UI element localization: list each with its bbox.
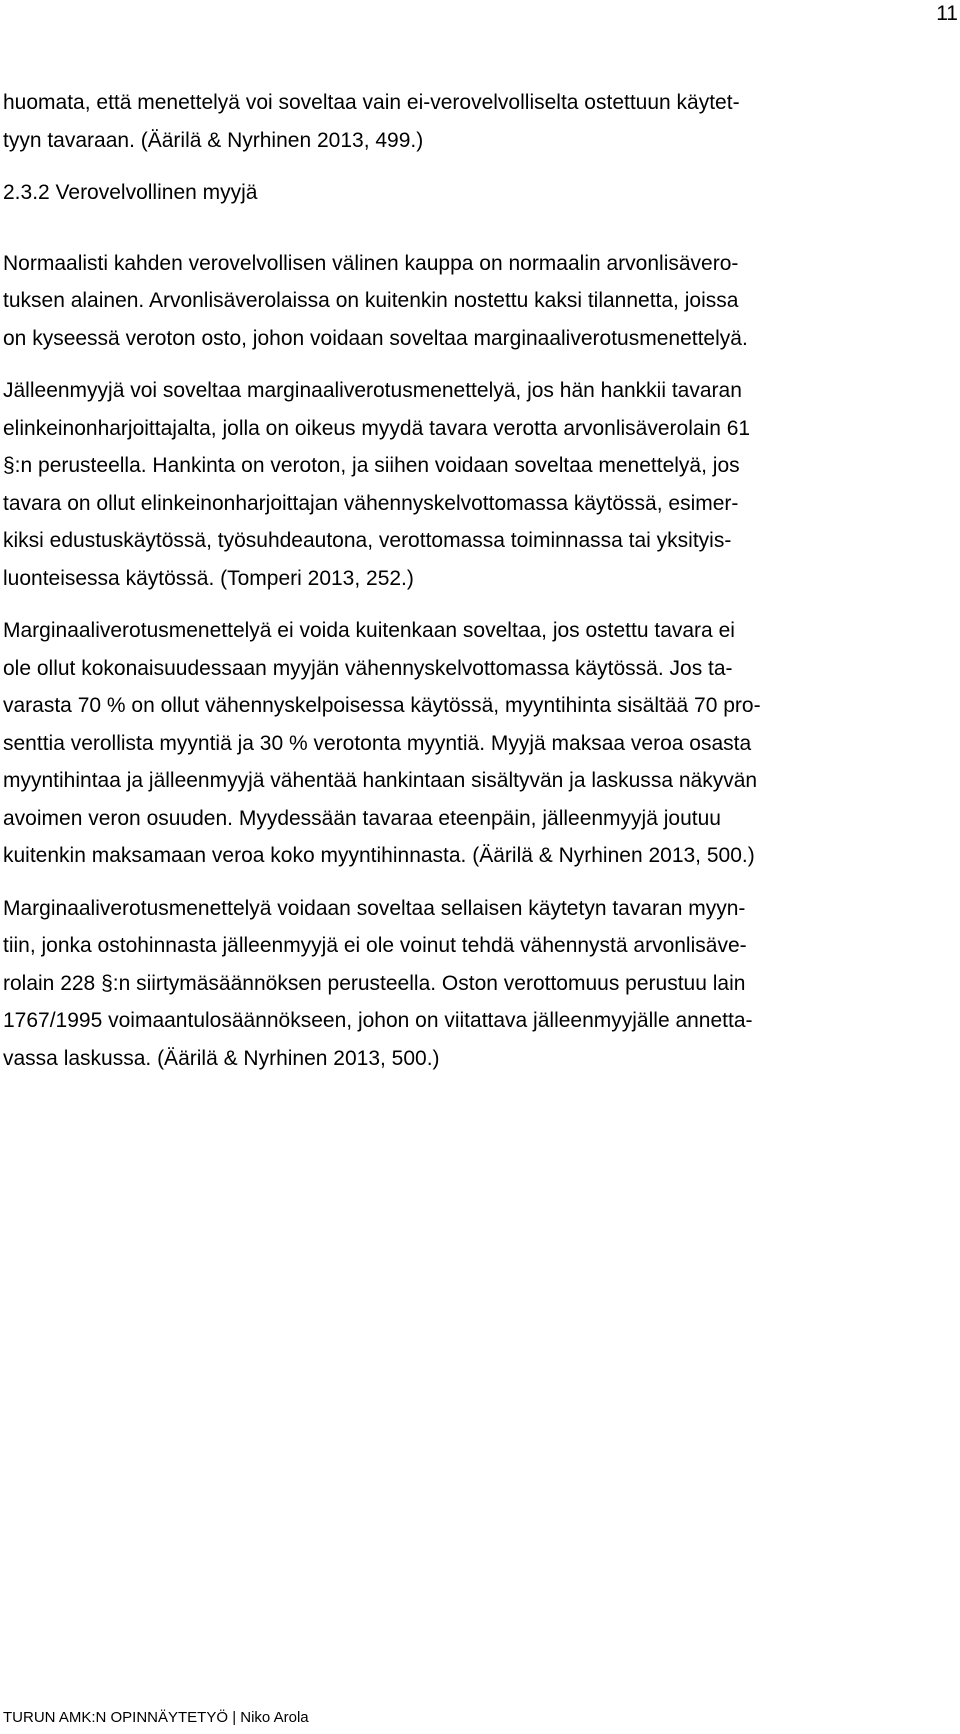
paragraph bbox=[3, 612, 958, 875]
text-line: ole ollut kokonaisuudessaan myyjän vähennyskelvottomassa käytössä. Jos ta- bbox=[3, 656, 733, 680]
text-line: senttia verollista myyntiä ja 30 % verotonta myyntiä. Myyjä maksaa veroa osasta bbox=[3, 731, 752, 755]
document-body bbox=[3, 84, 958, 1077]
text-line: §:n perusteella. Hankinta on veroton, ja siihen voidaan soveltaa menettelyä, jos bbox=[3, 454, 740, 477]
text-line: on kyseessä veroton osto, johon voidaan soveltaa marginaaliverotusmenettelyä. bbox=[3, 326, 748, 350]
paragraph bbox=[3, 890, 958, 1078]
text-line: kuitenkin maksamaan veroa koko myyntihinnasta. (Äärilä & Nyrhinen 2013, 500.) bbox=[3, 844, 755, 867]
paragraph bbox=[3, 372, 958, 597]
text-line: rolain 228 §:n siirtymäsäännöksen perusteella. Oston verottomuus perustuu lain bbox=[3, 971, 746, 995]
text-line: tiin, jonka ostohinnasta jälleenmyyjä ei ole voinut tehdä vähennystä arvonlisäve- bbox=[3, 934, 747, 957]
text-line: tyyn tavaraan. (Äärilä & Nyrhinen 2013, 499.) bbox=[3, 128, 424, 152]
text-line: tavara on ollut elinkeinonharjoittajan vähennyskelvottomassa käytössä, esimer- bbox=[3, 491, 739, 515]
text-line: Marginaaliverotusmenettelyä voidaan soveltaa sellaisen käytetyn tavaran myyn- bbox=[3, 896, 746, 920]
text-line: tuksen alainen. Arvonlisäverolaissa on kuitenkin nostettu kaksi tilannetta, joissa bbox=[3, 289, 739, 312]
text-line: avoimen veron osuuden. Myydessään tavaraa eteenpäin, jälleenmyyjä joutuu bbox=[3, 806, 721, 830]
text-line: 1767/1995 voimaantulosäännökseen, johon on viitattava jälleenmyyjälle annetta- bbox=[3, 1009, 753, 1032]
section-heading bbox=[3, 174, 958, 212]
paragraph bbox=[3, 84, 958, 159]
text-line: Marginaaliverotusmenettelyä ei voida kuitenkaan soveltaa, jos ostettu tavara ei bbox=[3, 619, 735, 642]
text-line: myyntihintaa ja jälleenmyyjä vähentää hankintaan sisältyvän ja laskussa näkyvän bbox=[3, 769, 758, 792]
text-line: luonteisessa käytössä. (Tomperi 2013, 252.) bbox=[3, 566, 414, 590]
page-footer: TURUN AMK:N OPINNÄYTETYÖ | Niko Arola bbox=[3, 1709, 309, 1726]
heading-text: 2.3.2 Verovelvollinen myyjä bbox=[3, 181, 258, 204]
text-line: huomata, että menettelyä voi soveltaa vain ei-verovelvolliselta ostettuun käytet- bbox=[3, 91, 740, 114]
paragraph bbox=[3, 245, 958, 358]
text-line: vassa laskussa. (Äärilä & Nyrhinen 2013, 500.) bbox=[3, 1046, 440, 1070]
text-line: Jälleenmyyjä voi soveltaa marginaaliverotusmenettelyä, jos hän hankkii tavaran bbox=[3, 379, 742, 402]
text-line: kiksi edustuskäytössä, työsuhdeautona, verottomassa toiminnassa tai yksityis- bbox=[3, 529, 732, 552]
text-line: elinkeinonharjoittajalta, jolla on oikeus myydä tavara verotta arvonlisäverolain 61 bbox=[3, 416, 751, 440]
text-line: Normaalisti kahden verovelvollisen välinen kauppa on normaalin arvonlisävero- bbox=[3, 251, 739, 275]
page-number: 11 bbox=[936, 2, 958, 25]
text-line: varasta 70 % on ollut vähennyskelpoisessa käytössä, myyntihinta sisältää 70 pro- bbox=[3, 694, 761, 717]
